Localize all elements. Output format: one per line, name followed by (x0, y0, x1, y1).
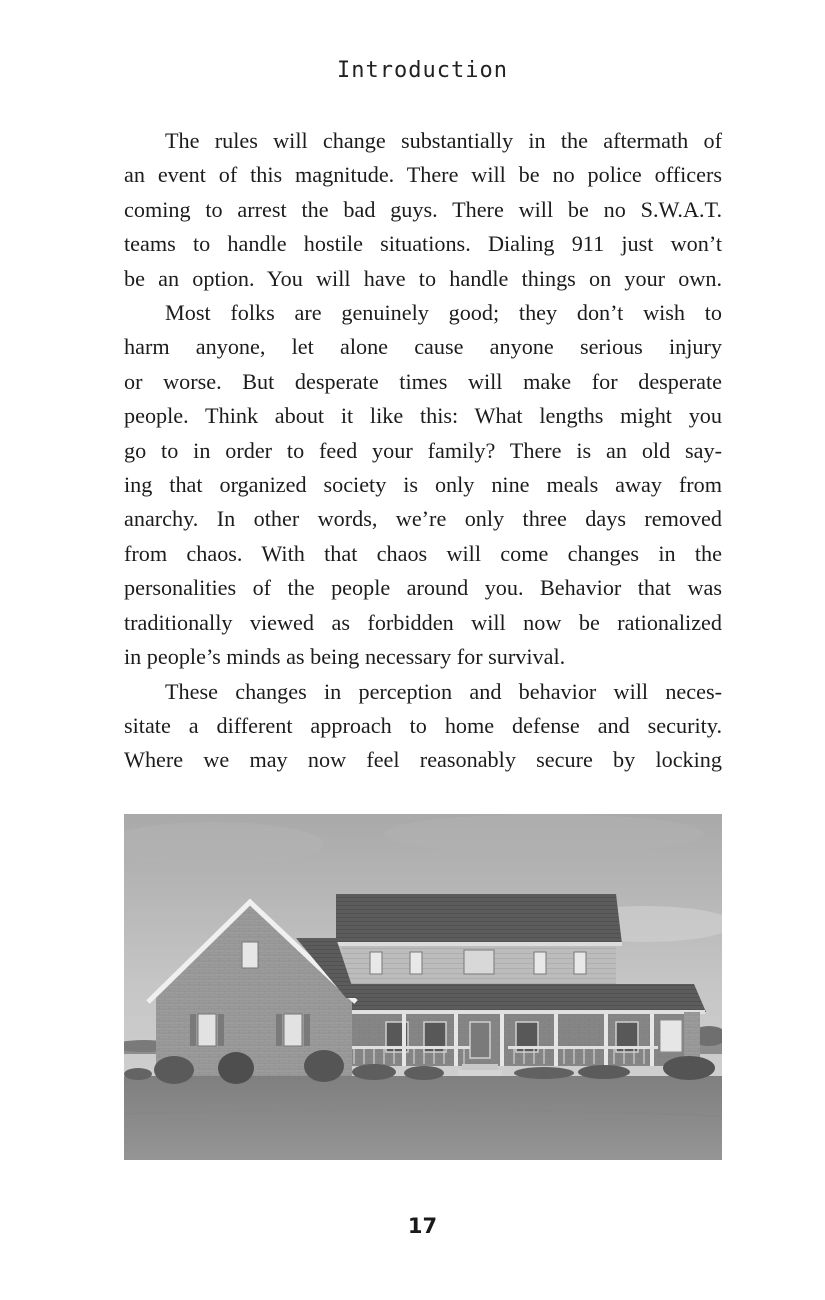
text-line: Where we may now feel reasonably secure by locking (124, 747, 722, 773)
text-line: people. Think about it like this: What lengths might you (124, 403, 722, 429)
text-line: personalities of the people around you. Behavior that was (124, 575, 722, 601)
text-line: traditionally viewed as forbidden will now be rationalized (124, 609, 722, 635)
text-line: ing that organized society is only nine meals away from (124, 472, 722, 498)
page-number: 17 (407, 1214, 438, 1238)
text-line: go to in order to feed your family? There is an old say- (124, 437, 722, 463)
paragraph-3 (124, 675, 722, 778)
house-illustration (124, 814, 722, 1160)
text-line: from chaos. With that chaos will come changes in the (124, 540, 722, 566)
text-line: anarchy. In other words, we’re only three days removed (124, 506, 722, 532)
text-line: harm anyone, let alone cause anyone serious injury (124, 334, 722, 360)
text-line: The rules will change substantially in the aftermath of (165, 128, 722, 153)
text-line: coming to arrest the bad guys. There will be no S.W.A.T. (124, 196, 722, 222)
lawn (124, 1076, 722, 1160)
text-line: sitate a different approach to home defense and security. (124, 712, 722, 738)
paragraph-2 (124, 296, 722, 674)
text-line: or worse. But desperate times will make for desperate (124, 368, 722, 394)
text-line: Most folks are genuinely good; they don’t wish to (165, 300, 722, 326)
text-line: be an option. You will have to handle things on your own. (124, 265, 722, 291)
text-line: These changes in perception and behavior will neces- (165, 678, 722, 704)
text-line: in people’s minds as being necessary for survival. (124, 644, 566, 670)
paragraph-1 (124, 124, 722, 296)
text-line: an event of this magnitude. There will be no police officers (124, 162, 722, 188)
text-line: teams to handle hostile situations. Dialing 911 just won’t (124, 231, 722, 257)
running-head: Introduction (337, 58, 508, 83)
body-text (124, 124, 722, 778)
house-photo (124, 814, 722, 1160)
